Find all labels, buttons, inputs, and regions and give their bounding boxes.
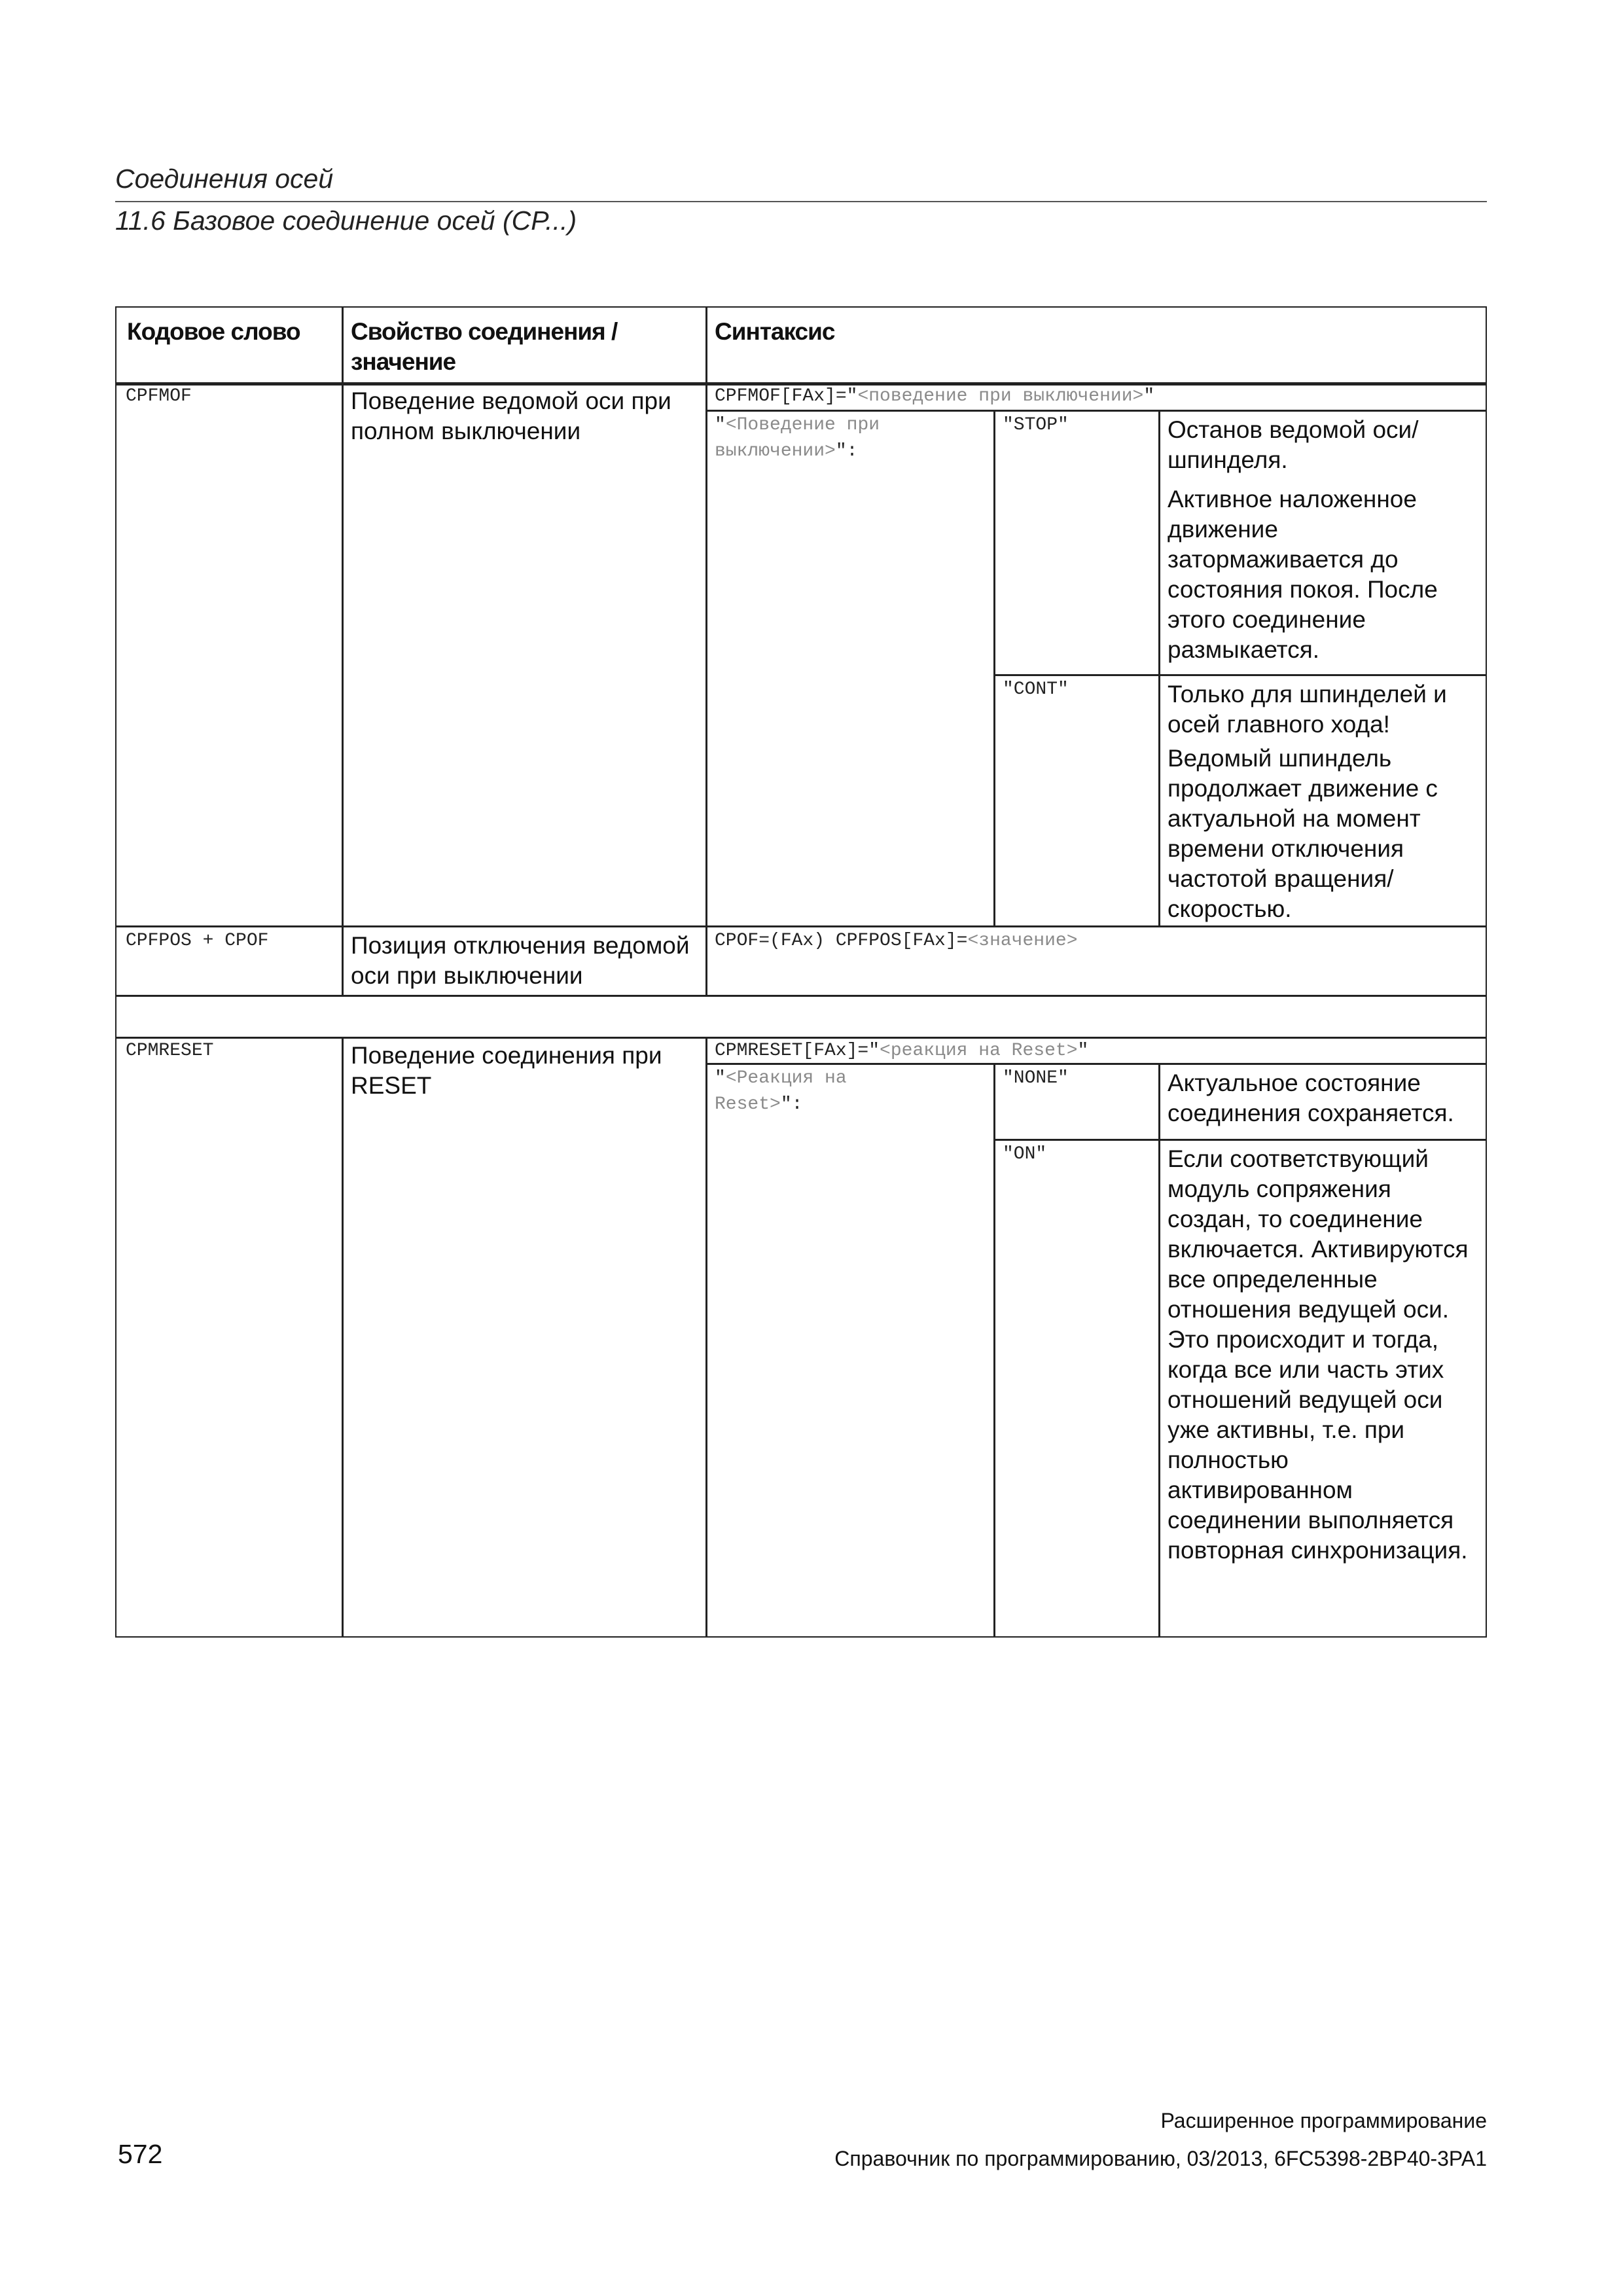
syntax-line-cpfmof [705, 410, 1486, 412]
subsection-title: 11.6 Базовое соединение осей (CP...) [115, 206, 577, 236]
property-cpmreset: Поведение соединения при RESET [351, 1042, 662, 1099]
page-number: 572 [118, 2139, 163, 2169]
col-line-4 [1158, 410, 1160, 925]
value-divider-cpmreset [993, 1139, 1486, 1141]
header-rule [115, 201, 1487, 202]
col-line-1b [342, 1037, 344, 1636]
param-quote-end: ": [835, 441, 858, 461]
syntax-end: " [1143, 386, 1155, 406]
keyword-cpfmof: CPFMOF [126, 386, 192, 406]
col-header-syntax: Синтаксис [715, 318, 835, 345]
footer-book-ref: Справочник по программированию, 03/2013, 6FC5398-2BP40-3PA1 [834, 2147, 1487, 2170]
desc-cont-2: Ведомый шпиндель продолжает движение с актуальной на момент времени отключения частотой вращения/скоростью. [1168, 745, 1438, 922]
row-divider-2 [116, 995, 1486, 997]
col-line-2b [705, 1037, 707, 1636]
property-cpfmof: Поведение ведомой оси при полном выключении [351, 387, 671, 444]
syntax-cpfmof [715, 384, 1154, 410]
row-divider-1 [116, 925, 1486, 927]
syntax-cpfpos [715, 928, 1078, 954]
col-line-3 [993, 410, 995, 925]
param-placeholder: <Реакция на Reset> [715, 1068, 847, 1115]
keyword-cpfpos: CPFPOS + CPOF [126, 931, 269, 951]
desc-stop-2: Активное наложенное движение затормаживается до состояния покоя. После этого соединение размыкается. [1168, 486, 1438, 663]
syntax-command: CPFMOF[FAx]=" [715, 386, 858, 406]
syntax-placeholder: <значение> [967, 931, 1078, 951]
col-header-property: Свойство соединения / значение [351, 318, 618, 375]
value-on: "ON" [1003, 1144, 1047, 1164]
value-stop: "STOP" [1003, 415, 1069, 435]
syntax-placeholder: <поведение при выключении> [857, 386, 1144, 406]
keyword-cpmreset: CPMRESET [126, 1041, 214, 1061]
param-placeholder: <Поведение при выключении> [715, 415, 880, 461]
syntax-command: CPOF=(FAx) CPFPOS[FAx]= [715, 931, 968, 951]
col-line-2 [705, 308, 707, 995]
value-cont: "CONT" [1003, 679, 1069, 700]
value-divider-cpfmof [993, 674, 1486, 676]
desc-none-1: Актуальное состояние соединения сохраняется. [1168, 1069, 1454, 1126]
desc-cont-1: Только для шпинделей и осей главного хода! [1168, 681, 1447, 738]
footer-book-title: Расширенное программирование [1160, 2109, 1487, 2132]
col-line-4b [1158, 1063, 1160, 1636]
desc-on-1: Если соответствующий модуль сопряжения создан, то соединение включается. Активируются все определенные отношения ведущей оси. Это происходит и тогда, когда все или часть этих отношений ведущей оси уже активны, т.е. при полностью активированном соединении выполняется повторная синхронизация. [1168, 1145, 1469, 1564]
col-header-keyword: Кодовое слово [127, 318, 300, 345]
param-quote-end: ": [780, 1094, 803, 1115]
section-title: Соединения осей [115, 164, 334, 194]
param-quote: " [715, 1068, 726, 1088]
syntax-command: CPMRESET[FAx]=" [715, 1041, 880, 1061]
property-cpfpos: Позиция отключения ведомой оси при выключении [351, 932, 690, 989]
param-label-cpmreset [715, 1066, 911, 1118]
syntax-cpmreset [715, 1038, 1088, 1064]
value-none: "NONE" [1003, 1068, 1069, 1088]
syntax-end: " [1077, 1041, 1089, 1061]
param-quote: " [715, 415, 726, 435]
col-line-1 [342, 308, 344, 995]
reference-table [115, 306, 1487, 1638]
col-line-3b [993, 1063, 995, 1636]
syntax-placeholder: <реакция на Reset> [880, 1041, 1078, 1061]
desc-stop-1: Останов ведомой оси/шпинделя. [1168, 416, 1419, 473]
param-label-cpfmof [715, 412, 983, 465]
